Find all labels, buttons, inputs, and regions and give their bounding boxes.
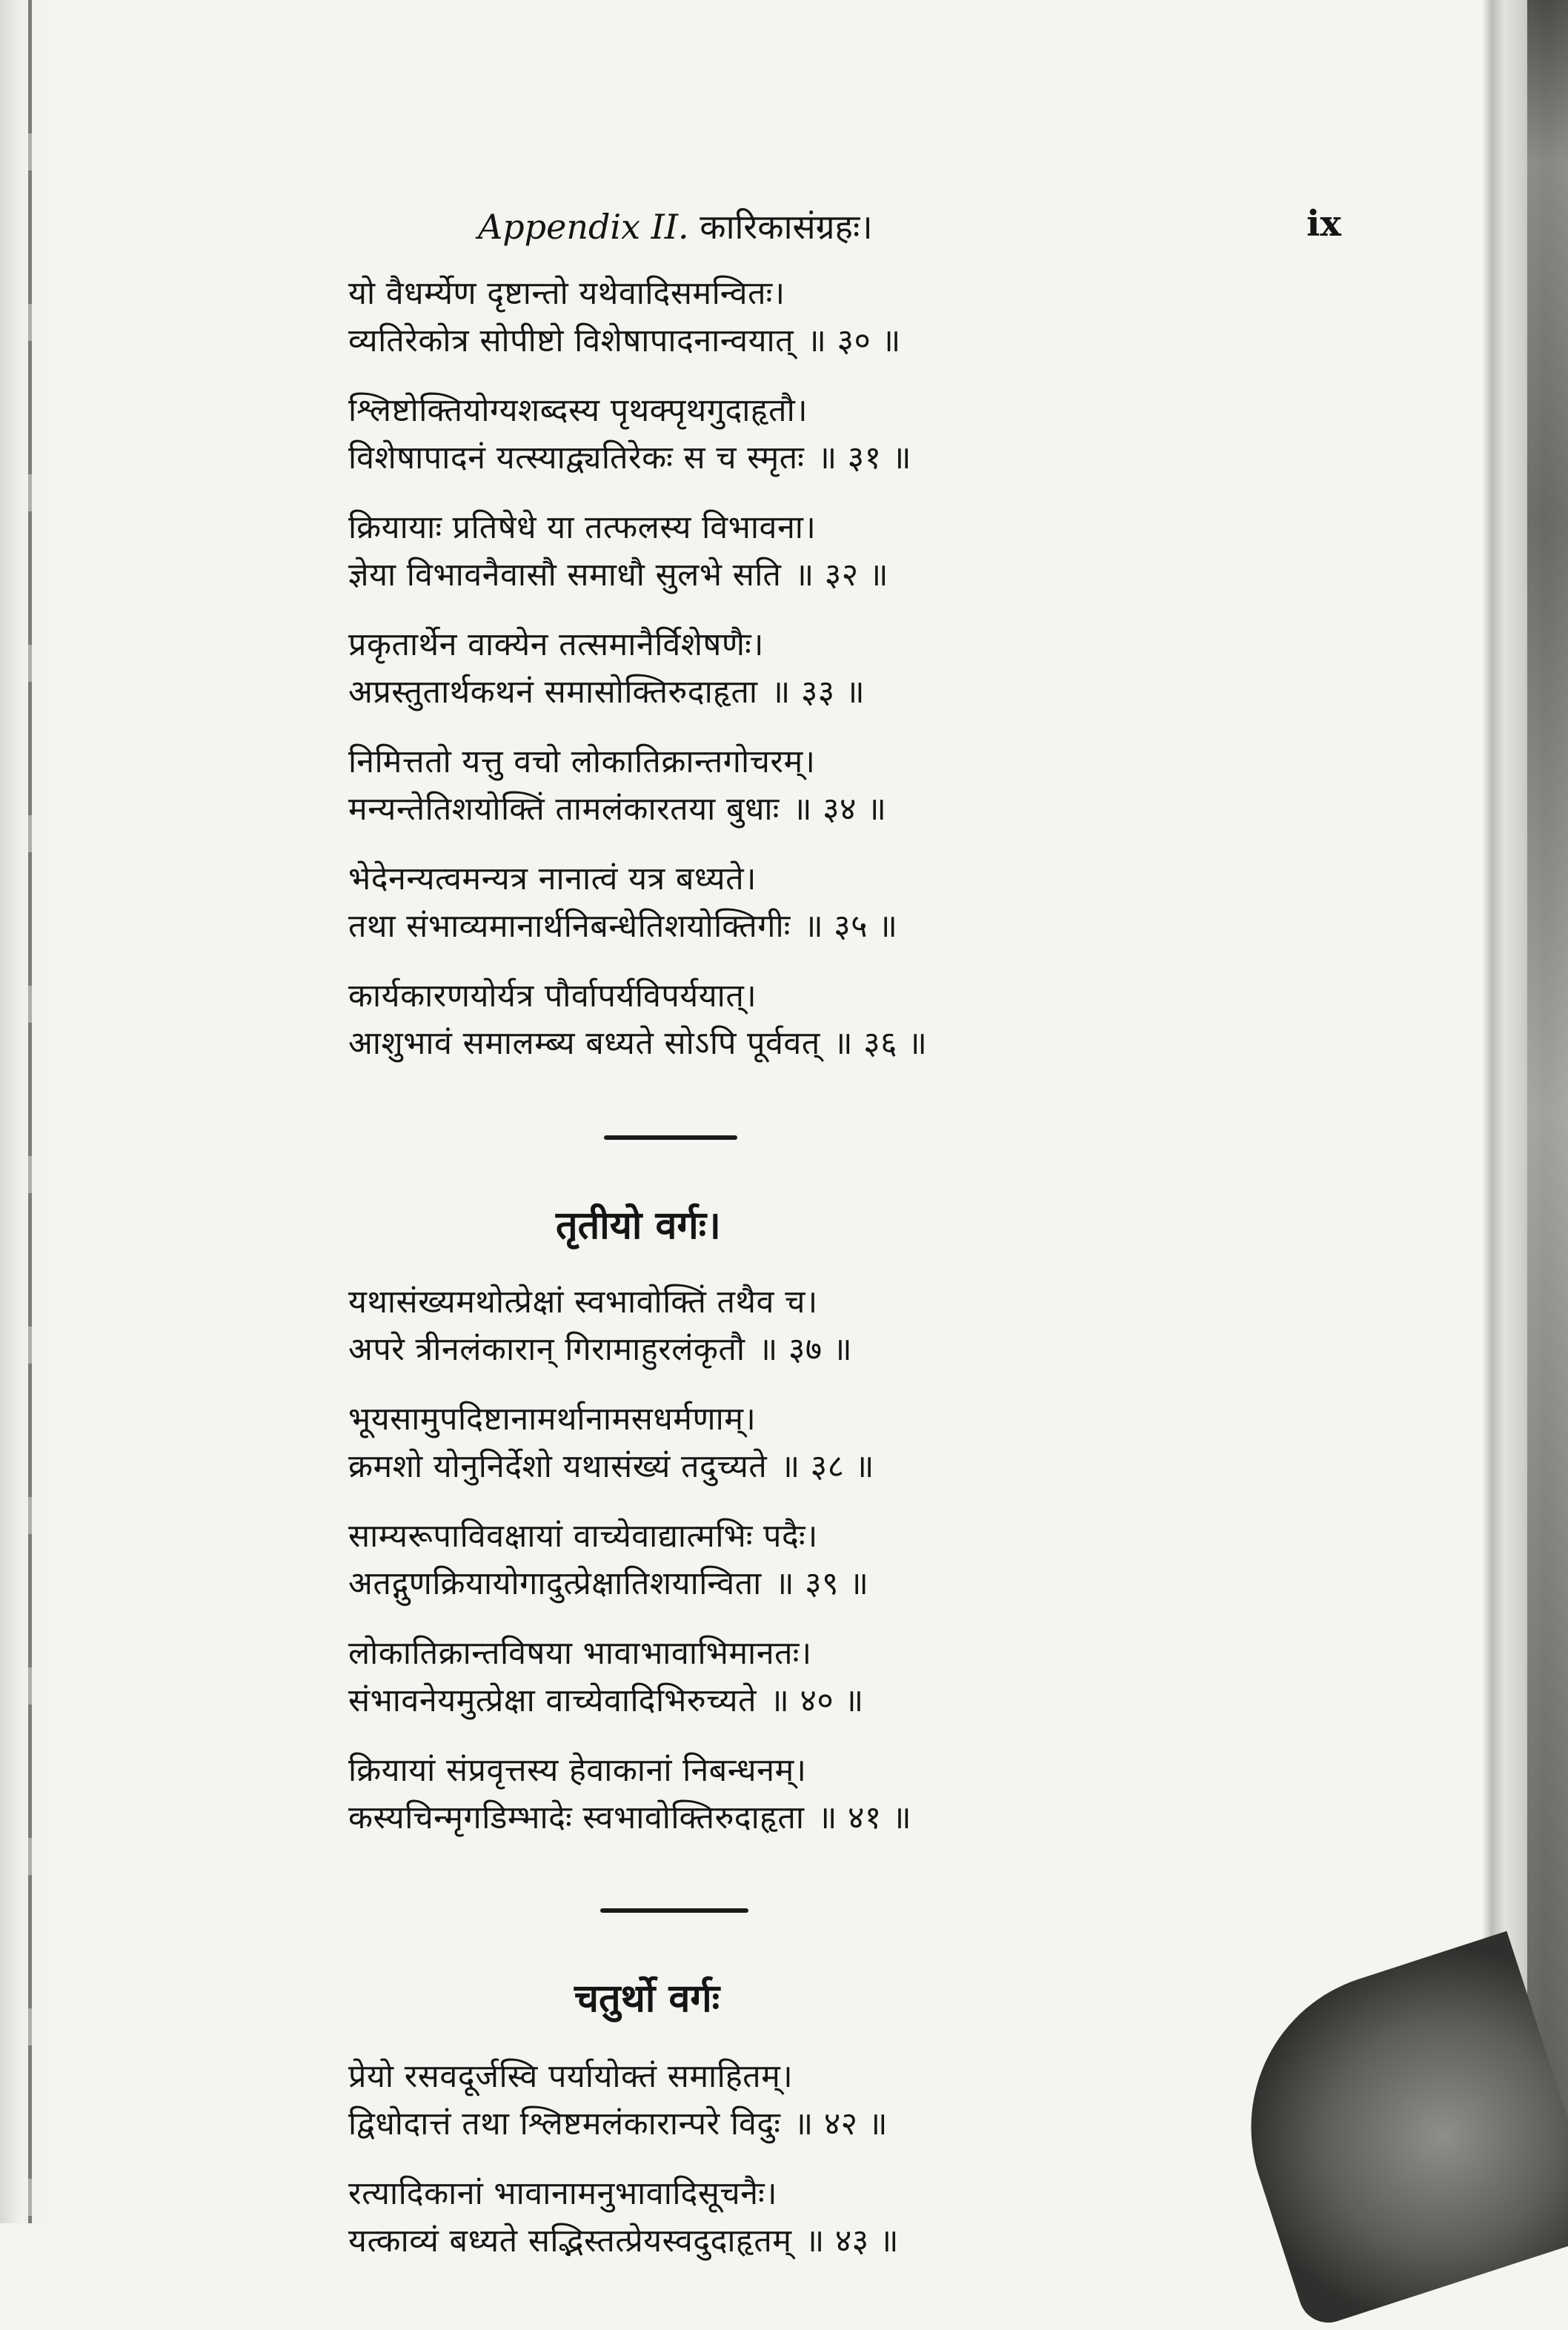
verse-line-2: [348, 1020, 1341, 1067]
verse-text: आशुभावं समालम्ब्य बध्यते सोऽपि पूर्ववत्: [348, 1025, 820, 1062]
verse-text: अप्रस्तुतार्थकथनं समासोक्तिरुदाहृता: [348, 674, 758, 711]
verse-line-2: [348, 1443, 1341, 1490]
verse-line-2: [348, 434, 1341, 482]
verse-37: [348, 1278, 1341, 1373]
verse-line-2: [348, 317, 1341, 365]
verse-43: [348, 2170, 1341, 2265]
verse-line-2: [348, 2100, 1341, 2148]
verse-34: [348, 738, 1341, 833]
section-divider: [600, 1908, 748, 1913]
verse-text: तथा संभाव्यमानार्थनिबन्धेतिशयोक्तिगीः: [348, 908, 791, 945]
verse-35: [348, 855, 1341, 950]
running-title-sanskrit: कारिकासंग्रहः।: [700, 207, 873, 247]
verse-number: ॥ ३८ ॥: [780, 1448, 874, 1485]
verse-line-1: कार्यकारणयोर्यत्र पौर्वापर्यविपर्ययात्।: [348, 978, 757, 1015]
section-divider: [604, 1135, 737, 1140]
verse-38: [348, 1395, 1341, 1490]
verse-line-1: भेदेनन्यत्वमन्यत्र नानात्वं यत्र बध्यते।: [348, 860, 757, 897]
verse-number: ॥ ३३ ॥: [771, 674, 866, 711]
verse-text: व्यतिरेकोत्र सोपीष्टो विशेषापादनान्वयात्: [348, 322, 794, 359]
verse-line-1: लोकातिक्रान्तविषया भावाभावाभिमानतः।: [348, 1635, 812, 1672]
verse-line-2: [348, 1326, 1341, 1373]
verse-number: ॥ ३७ ॥: [758, 1331, 853, 1368]
verse-41: [348, 1747, 1341, 1842]
section-heading-fourth-varga: चतुर्थो वर्गः: [574, 1976, 720, 2021]
verse-line-1: यथासंख्यमथोत्प्रेक्षां स्वभावोक्तिं तथैव च।: [348, 1284, 818, 1321]
verse-number: ॥ ३१ ॥: [817, 439, 911, 477]
verse-line-2: [348, 551, 1341, 599]
verse-text: मन्यन्तेतिशयोक्तिं तामलंकारतया बुधाः: [348, 791, 780, 828]
page-header: [348, 194, 1341, 253]
verse-line-1: क्रियायाः प्रतिषेधे या तत्फलस्य विभावना।: [348, 509, 817, 546]
verse-number: ॥ ४१ ॥: [817, 1799, 912, 1836]
page-number: ix: [1306, 203, 1341, 245]
verse-number: ॥ ३० ॥: [807, 322, 901, 359]
verse-32: [348, 504, 1341, 599]
verse-36: [348, 972, 1341, 1067]
running-title: [478, 203, 873, 249]
verse-line-1: भूयसामुपदिष्टानामर्थानामसधर्मणाम्।: [348, 1401, 757, 1438]
verse-number: ॥ ४० ॥: [770, 1682, 864, 1719]
page-edge-shadow: [1527, 0, 1568, 2223]
verse-text: विशेषापादनं यत्स्याद्व्यतिरेकः स च स्मृतः: [348, 439, 805, 477]
verse-33: [348, 621, 1341, 716]
verse-line-1: निमित्ततो यत्तु वचो लोकातिक्रान्तगोचरम्।: [348, 743, 816, 780]
verse-line-1: यो वैधर्म्येण दृष्टान्तो यथेवादिसमन्वितः।: [348, 275, 785, 312]
verse-line-2: [348, 2217, 1341, 2265]
verse-line-1: रत्यादिकानां भावानामनुभावादिसूचनैः।: [348, 2175, 778, 2212]
verse-text: कस्यचिन्मृगडिम्भादेः स्वभावोक्तिरुदाहृता: [348, 1799, 805, 1836]
verse-text: अतद्गुणक्रियायोगादुत्प्रेक्षातिशयान्विता: [348, 1565, 762, 1602]
verse-line-1: श्लिष्टोक्तियोग्यशब्दस्य पृथक्पृथगुदाहृतौ।: [348, 392, 808, 429]
verse-text: ज्ञेया विभावनैवासौ समाधौ सुलभे सति: [348, 557, 782, 594]
verse-line-2: [348, 786, 1341, 833]
verse-39: [348, 1513, 1341, 1607]
verse-text: यत्काव्यं बध्यते सद्भिस्तत्प्रेयस्वदुदाहृतम्: [348, 2223, 792, 2260]
verse-number: ॥ ३६ ॥: [833, 1025, 928, 1062]
verse-line-2: [348, 1677, 1341, 1725]
running-title-english: Appendix II.: [478, 207, 689, 247]
verse-number: ॥ ३९ ॥: [774, 1565, 869, 1602]
verse-text: द्विधोदात्तं तथा श्लिष्टमलंकारान्परे विदुः: [348, 2105, 781, 2143]
verse-31: [348, 387, 1341, 482]
verse-40: [348, 1630, 1341, 1725]
verse-text: क्रमशो योनुनिर्देशो यथासंख्यं तदुच्यते: [348, 1448, 768, 1485]
verse-line-1: प्रेयो रसवदूर्जस्वि पर्यायोक्तं समाहितम्।: [348, 2058, 794, 2095]
verse-text: अपरे त्रीनलंकारान् गिरामाहुरलंकृतौ: [348, 1331, 745, 1368]
section-heading-third-varga: तृतीयो वर्गः।: [556, 1203, 721, 1248]
verse-number: ॥ ४२ ॥: [794, 2105, 888, 2143]
verse-line-1: साम्यरूपाविवक्षायां वाच्येवाद्यात्मभिः पदैः।: [348, 1518, 818, 1555]
verse-line-2: [348, 903, 1341, 950]
verse-number: ॥ ३५ ॥: [803, 908, 898, 945]
verse-number: ॥ ४३ ॥: [805, 2223, 900, 2260]
verse-text: संभावनेयमुत्प्रेक्षा वाच्येवादिभिरुच्यते: [348, 1682, 757, 1719]
verse-line-2: [348, 1560, 1341, 1607]
verse-line-1: प्रकृतार्थेन वाक्येन तत्समानैर्विशेषणैः।: [348, 626, 764, 663]
verse-30: [348, 270, 1341, 365]
verse-42: [348, 2053, 1341, 2148]
verse-number: ॥ ३४ ॥: [792, 791, 887, 828]
verse-number: ॥ ३२ ॥: [794, 557, 888, 594]
binding-stitch-line: [28, 0, 32, 2223]
verse-line-1: क्रियायां संप्रवृत्तस्य हेवाकानां निबन्धनम्।: [348, 1752, 807, 1789]
verse-line-2: [348, 668, 1341, 716]
page-content: [348, 194, 1341, 2265]
verse-line-2: [348, 1794, 1341, 1842]
